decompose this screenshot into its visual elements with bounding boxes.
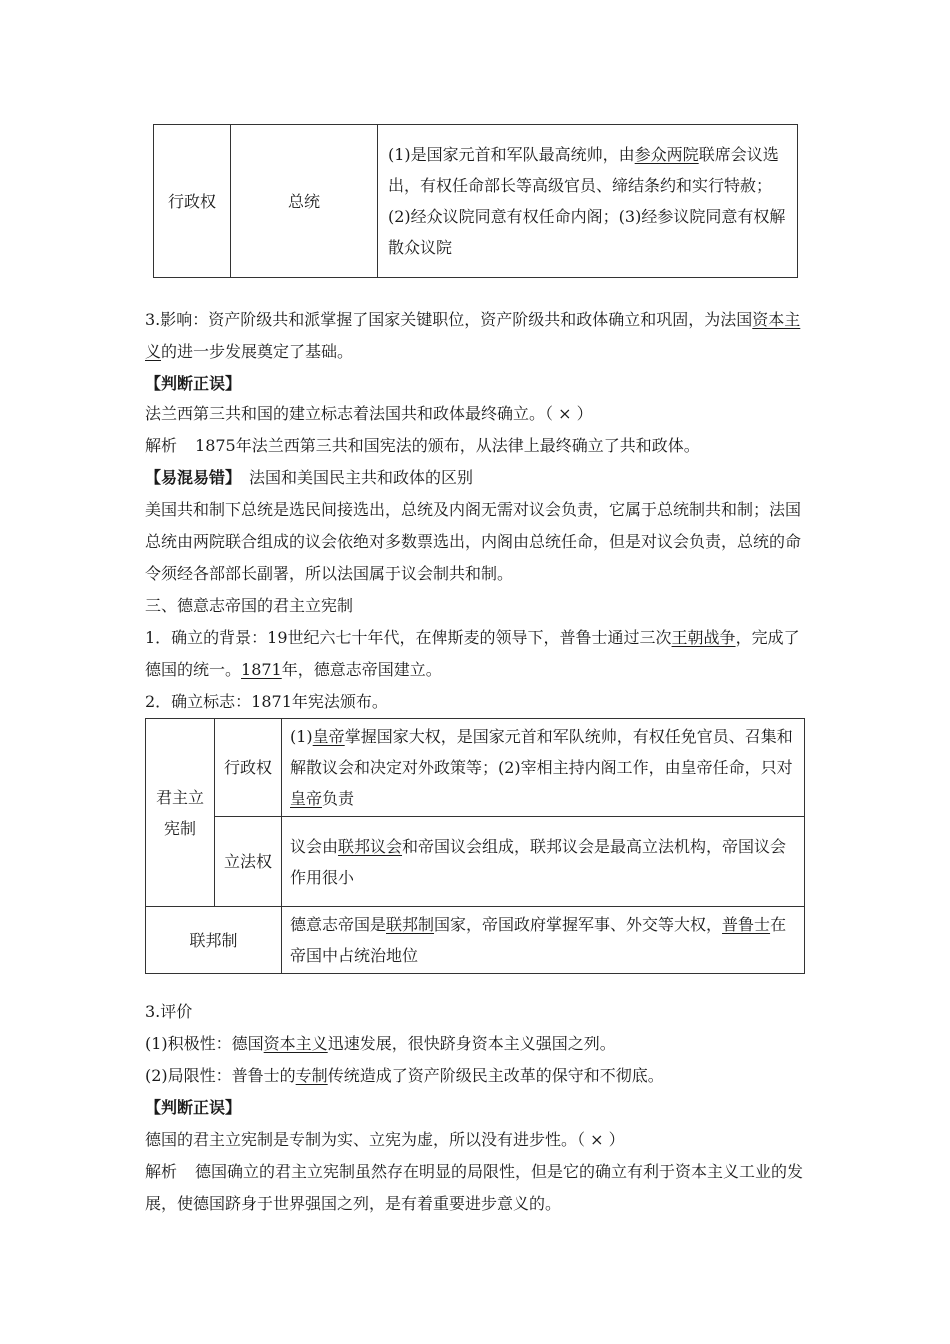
underlined-term: 王朝战争 [671, 628, 736, 647]
executive-power-table [153, 124, 798, 278]
underlined-term: 资本主义 [145, 310, 801, 361]
group-label-cell: 君主立宪制 [146, 719, 215, 907]
evaluation-title: 3.评价 [145, 1002, 193, 1021]
underlined-term: 专制 [295, 1066, 328, 1085]
row-label-cell: 行政权 [215, 719, 282, 817]
underlined-term: 资本主义 [263, 1034, 328, 1053]
underlined-term: 1871 [241, 660, 282, 679]
judge-statement-1: 法兰西第三共和国的建立标志着法国共和政体最终确立。（ × ） [145, 404, 593, 423]
row-label-cell: 联邦制 [146, 907, 282, 974]
judge-heading-1: 【判断正误】 [145, 374, 242, 393]
underlined-term: 皇帝 [290, 789, 323, 808]
underlined-term: 普鲁士 [722, 915, 771, 934]
limitation-paragraph: (2)局限性：普鲁士的专制传统造成了资产阶级民主改革的保守和不彻底。 [145, 1066, 664, 1085]
impact-paragraph: 3.影响：资产阶级共和派掌握了国家关键职位，资产阶级共和政体确立和巩固，为法国资本主义的进一步发展奠定了基础。 [145, 310, 801, 361]
confuse-heading: 【易混易错】 法国和美国民主共和政体的区别 [145, 468, 474, 487]
table-row [154, 125, 798, 278]
legislative-description-cell: 议会由联邦议会和帝国议会组成，联邦议会是最高立法机构，帝国议会作用很小 [282, 817, 805, 907]
table-row [146, 817, 805, 907]
table-row [146, 719, 805, 817]
power-type-cell: 行政权 [154, 125, 231, 278]
executive-description-cell: (1)皇帝掌握国家大权，是国家元首和军队统帅，有权任免官员、召集和解散议会和决定对外政策等；(2)宰相主持内阁工作，由皇帝任命，只对皇帝负责 [282, 719, 805, 817]
underlined-term: 联邦议会 [338, 836, 403, 856]
constitutional-monarchy-table [145, 718, 805, 974]
background-paragraph: 1．确立的背景：19世纪六七十年代，在俾斯麦的领导下，普鲁士通过三次王朝战争，完成了德国的统一。1871年，德意志帝国建立。 [145, 628, 800, 679]
underlined-term: 参众两院 [634, 145, 699, 164]
positive-paragraph: (1)积极性：德国资本主义迅速发展，很快跻身资本主义强国之列。 [145, 1034, 616, 1053]
analysis-1: 解析 1875年法兰西第三共和国宪法的颁布，从法律上最终确立了共和政体。 [145, 436, 700, 455]
judge-heading-2: 【判断正误】 [145, 1098, 242, 1117]
section-title: 三、德意志帝国的君主立宪制 [145, 596, 354, 615]
confuse-text: 美国共和制下总统是选民间接选出，总统及内阁无需对议会负责，它属于总统制共和制；法国总统由两院联合组成的议会依绝对多数票选出，内阁由总统任命，但是对议会负责，总统的命令须经各部部长副署，所以法国属于议会制共和制。 [145, 500, 802, 583]
mark-paragraph: 2．确立标志：1871年宪法颁布。 [145, 692, 388, 711]
federal-description-cell: 德意志帝国是联邦制国家，帝国政府掌握军事、外交等大权，普鲁士在帝国中占统治地位 [282, 907, 805, 974]
row-label-cell: 立法权 [215, 817, 282, 907]
underlined-term: 联邦制 [386, 915, 435, 934]
underlined-term: 皇帝 [312, 727, 345, 746]
judge-statement-2: 德国的君主立宪制是专制为实、立宪为虚，所以没有进步性。（ × ） [145, 1130, 625, 1149]
powers-description-cell: (1)是国家元首和军队最高统帅，由参众两院联席会议选出，有权任命部长等高级官员、缔结条约和实行特赦；(2)经众议院同意有权任命内阁；(3)经参议院同意有权解散众议院 [378, 125, 798, 278]
holder-cell: 总统 [231, 125, 378, 278]
table-row [146, 907, 805, 974]
analysis-2: 解析 德国确立的君主立宪制虽然存在明显的局限性，但是它的确立有利于资本主义工业的发展，使德国跻身于世界强国之列，是有着重要进步意义的。 [145, 1162, 804, 1213]
